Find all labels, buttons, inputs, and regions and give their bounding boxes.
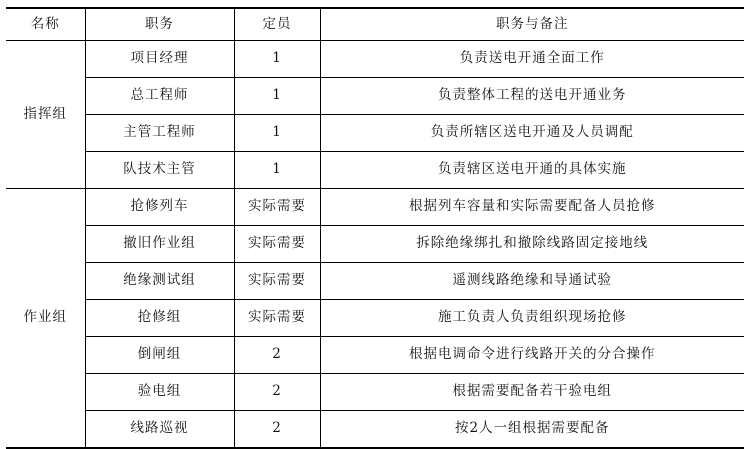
count-cell: 2 [234, 374, 320, 411]
count-cell: 2 [234, 411, 320, 449]
role-cell: 总工程师 [85, 78, 234, 115]
table-row [6, 189, 744, 226]
role-cell: 抢修列车 [85, 189, 234, 226]
note-cell: 遥测线路绝缘和导通试验 [320, 263, 744, 300]
table-row [6, 337, 744, 374]
count-cell: 1 [234, 152, 320, 189]
role-cell: 撤旧作业组 [85, 226, 234, 263]
header-note: 职务与备注 [320, 8, 744, 41]
role-cell: 主管工程师 [85, 115, 234, 152]
table-row [6, 300, 744, 337]
count-cell: 1 [234, 78, 320, 115]
staffing-table [6, 7, 744, 449]
role-cell: 倒闸组 [85, 337, 234, 374]
role-cell: 线路巡视 [85, 411, 234, 449]
count-cell: 实际需要 [234, 226, 320, 263]
count-cell: 实际需要 [234, 189, 320, 226]
table-row [6, 41, 744, 78]
note-cell: 负责辖区送电开通的具体实施 [320, 152, 744, 189]
table-row [6, 152, 744, 189]
table-row [6, 263, 744, 300]
role-cell: 项目经理 [85, 41, 234, 78]
note-cell: 负责整体工程的送电开通业务 [320, 78, 744, 115]
count-cell: 实际需要 [234, 263, 320, 300]
table-row [6, 226, 744, 263]
header-count: 定员 [234, 8, 320, 41]
note-cell: 根据列车容量和实际需要配备人员抢修 [320, 189, 744, 226]
role-cell: 验电组 [85, 374, 234, 411]
note-cell: 拆除绝缘绑扎和撤除线路固定接地线 [320, 226, 744, 263]
note-cell: 按2人一组根据需要配备 [320, 411, 744, 449]
count-cell: 1 [234, 41, 320, 78]
table-header-row [6, 8, 744, 41]
table-row [6, 78, 744, 115]
group-name-operations: 作业组 [6, 189, 85, 449]
role-cell: 抢修组 [85, 300, 234, 337]
note-cell: 施工负责人负责组织现场抢修 [320, 300, 744, 337]
role-cell: 绝缘测试组 [85, 263, 234, 300]
count-cell: 1 [234, 115, 320, 152]
table-row [6, 411, 744, 449]
header-name: 名称 [6, 8, 85, 41]
note-cell: 负责送电开通全面工作 [320, 41, 744, 78]
note-cell: 负责所辖区送电开通及人员调配 [320, 115, 744, 152]
table-row [6, 374, 744, 411]
group-name-command: 指挥组 [6, 41, 85, 189]
note-cell: 根据电调命令进行线路开关的分合操作 [320, 337, 744, 374]
count-cell: 实际需要 [234, 300, 320, 337]
table-row [6, 115, 744, 152]
role-cell: 队技术主管 [85, 152, 234, 189]
count-cell: 2 [234, 337, 320, 374]
header-role: 职务 [85, 8, 234, 41]
note-cell: 根据需要配备若干验电组 [320, 374, 744, 411]
